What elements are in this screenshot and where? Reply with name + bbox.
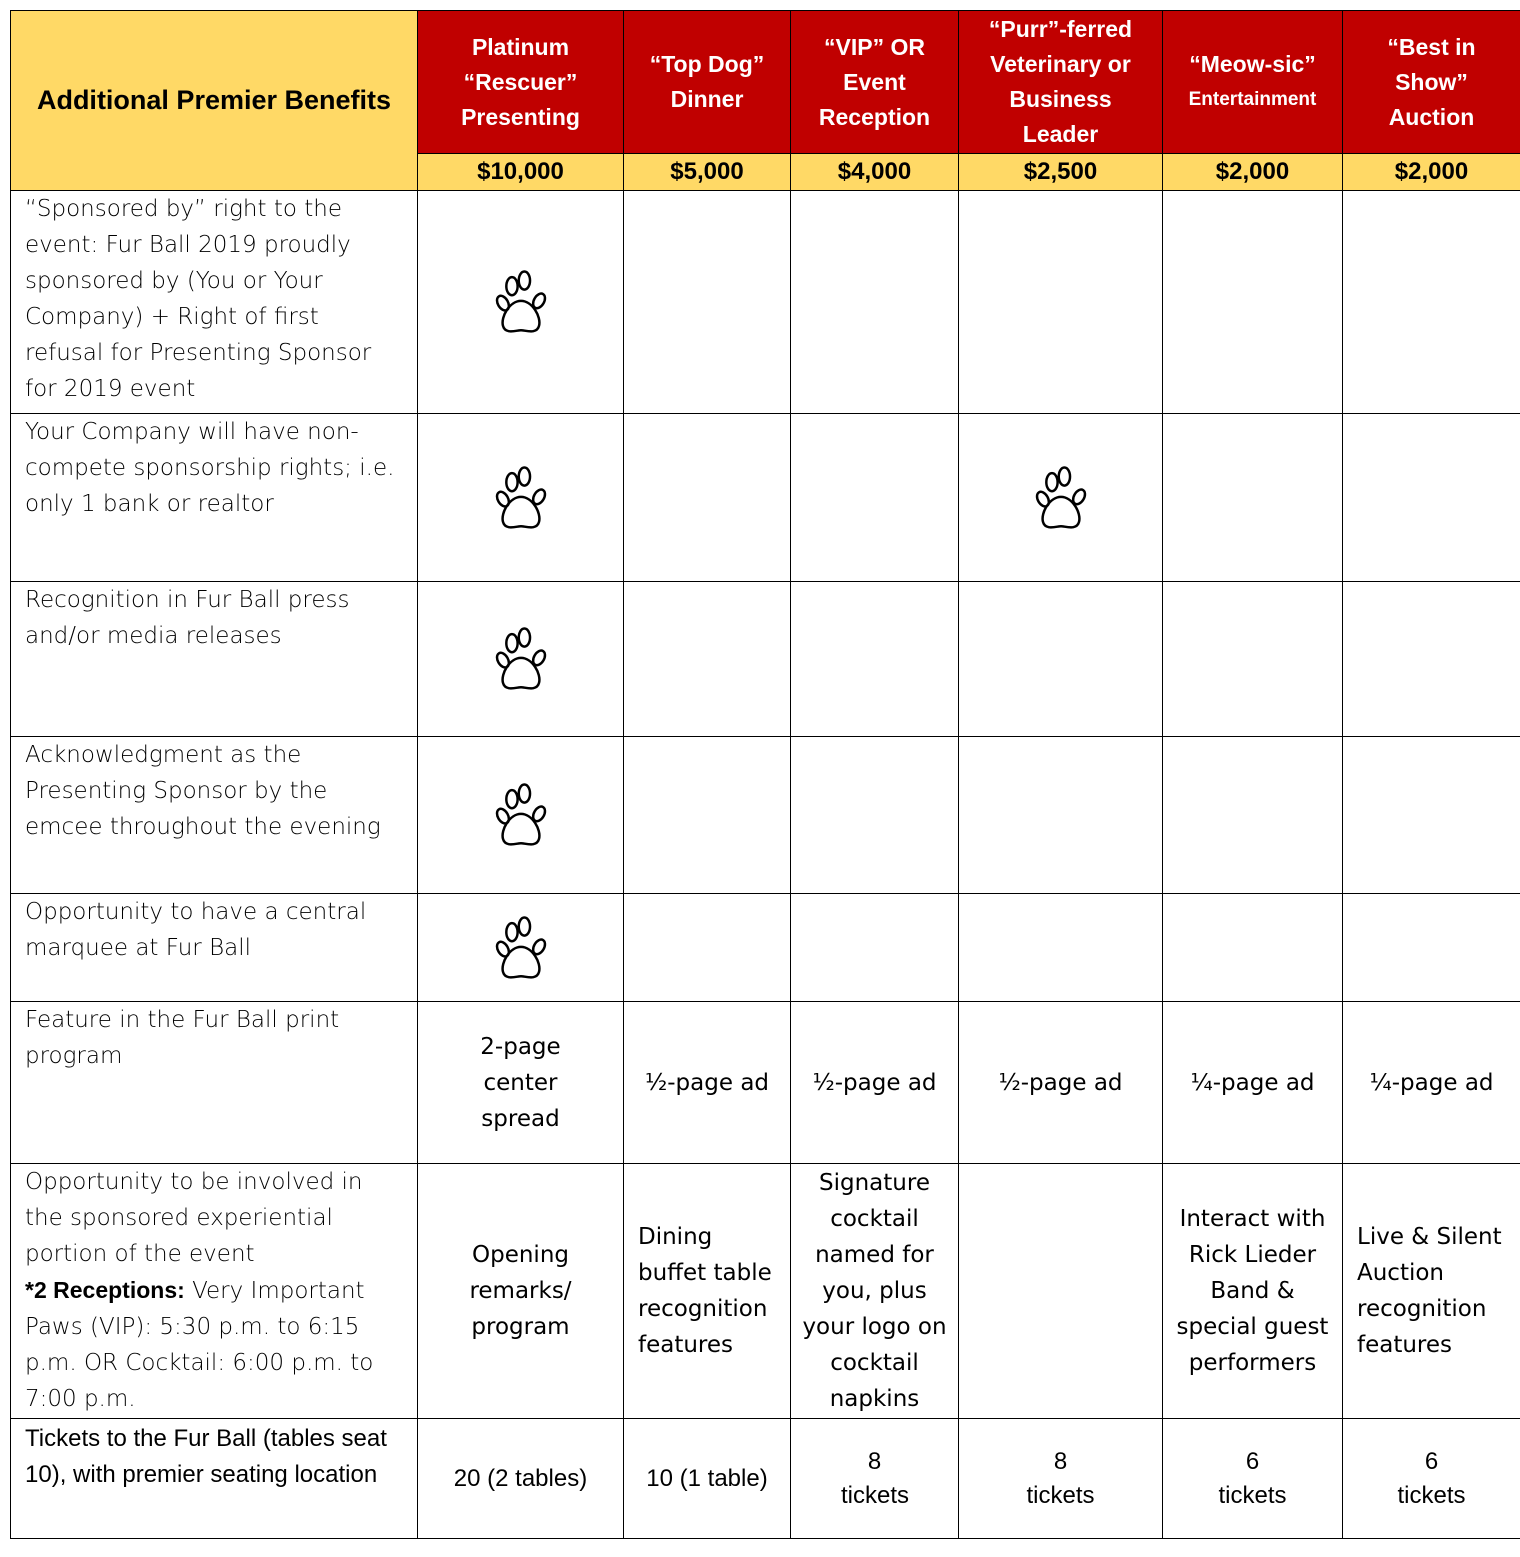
included-cell [418, 414, 624, 582]
program-ad-cell: ¼-page ad [1343, 1002, 1520, 1164]
empty-cell [624, 894, 791, 1002]
benefit-label: “Sponsored by” right to the event: Fur Ball 2019 proudly sponsored by (You or Your Company) + Right of first refusal for Presenting Sponsor for 2019 event [11, 191, 418, 414]
sponsorship-benefits-table [10, 10, 1520, 1539]
empty-cell [1343, 737, 1520, 894]
tier-price: $2,000 [1163, 154, 1343, 191]
paw-print-icon [486, 463, 556, 533]
empty-cell [959, 582, 1163, 737]
included-cell [418, 582, 624, 737]
empty-cell [624, 414, 791, 582]
empty-cell [791, 737, 959, 894]
tier-header-vip: “VIP” OR Event Reception [791, 11, 959, 154]
tier-price: $4,000 [791, 154, 959, 191]
benefit-label: Acknowledgment as the Presenting Sponsor by the emcee throughout the evening [11, 737, 418, 894]
tier-header-platinum: Platinum “Rescuer” Presenting [418, 11, 624, 154]
empty-cell [1163, 414, 1343, 582]
empty-cell [1343, 191, 1520, 414]
paw-print-icon [486, 267, 556, 337]
ticket-cell: 6 tickets [1343, 1419, 1520, 1539]
paw-print-icon [1026, 463, 1096, 533]
experience-cell: Interact with Rick Lieder Band & special guest performers [1163, 1164, 1343, 1419]
empty-cell [959, 191, 1163, 414]
ticket-cell: 6 tickets [1163, 1419, 1343, 1539]
receptions-label: *2 Receptions: [25, 1277, 185, 1303]
paw-print-icon [486, 624, 556, 694]
empty-cell [959, 737, 1163, 894]
included-cell [959, 414, 1163, 582]
empty-cell [1163, 894, 1343, 1002]
ticket-cell: 10 (1 table) [624, 1419, 791, 1539]
empty-cell [791, 582, 959, 737]
tier-price: $10,000 [418, 154, 624, 191]
empty-cell [1163, 737, 1343, 894]
empty-cell [624, 582, 791, 737]
benefit-label: Recognition in Fur Ball press and/or media releases [11, 582, 418, 737]
empty-cell [791, 414, 959, 582]
benefit-label: Your Company will have non-compete sponsorship rights; i.e. only 1 bank or realtor [11, 414, 418, 582]
benefit-label: Opportunity to have a central marquee at Fur Ball [11, 894, 418, 1002]
empty-cell [1163, 191, 1343, 414]
ticket-cell: 8 tickets [791, 1419, 959, 1539]
empty-cell [624, 191, 791, 414]
included-cell [418, 191, 624, 414]
benefit-label: Opportunity to be involved in the sponsored experiential portion of the event *2 Receptions: Very Important Paws (VIP): 5:30 p.m. to 6:15 p.m. OR Cocktail: 6:00 p.m. to 7:00 p.m. [11, 1164, 418, 1419]
table-title: Additional Premier Benefits [11, 11, 418, 191]
tier-price: $5,000 [624, 154, 791, 191]
tier-price: $2,500 [959, 154, 1163, 191]
empty-cell [959, 894, 1163, 1002]
experience-cell: Dining buffet table recognition features [624, 1164, 791, 1419]
empty-cell [1163, 582, 1343, 737]
program-ad-cell: ½-page ad [624, 1002, 791, 1164]
experience-cell: Signature cocktail named for you, plus your logo on cocktail napkins [791, 1164, 959, 1419]
paw-print-icon [486, 913, 556, 983]
tier-header-purr-ferred: “Purr”-ferred Veterinary or Business Leader [959, 11, 1163, 154]
tier-header-top-dog: “Top Dog” Dinner [624, 11, 791, 154]
empty-cell [1343, 894, 1520, 1002]
tier-header-meow-sic: “Meow-sic” Entertainment [1163, 11, 1343, 154]
tier-price: $2,000 [1343, 154, 1520, 191]
empty-cell [1343, 414, 1520, 582]
included-cell [418, 737, 624, 894]
experience-cell: Opening remarks/ program [418, 1164, 624, 1419]
empty-cell [791, 191, 959, 414]
empty-cell [624, 737, 791, 894]
benefit-label: Feature in the Fur Ball print program [11, 1002, 418, 1164]
tier-header-best-in-show: “Best in Show” Auction [1343, 11, 1520, 154]
empty-cell [1343, 582, 1520, 737]
empty-cell [959, 1164, 1163, 1419]
empty-cell [791, 894, 959, 1002]
program-ad-cell: ½-page ad [791, 1002, 959, 1164]
paw-print-icon [486, 780, 556, 850]
benefit-label: Tickets to the Fur Ball (tables seat 10), with premier seating location [11, 1419, 418, 1539]
included-cell [418, 894, 624, 1002]
ticket-cell: 20 (2 tables) [418, 1419, 624, 1539]
experience-cell: Live & Silent Auction recognition features [1343, 1164, 1520, 1419]
program-ad-cell: 2-page center spread [418, 1002, 624, 1164]
program-ad-cell: ½-page ad [959, 1002, 1163, 1164]
ticket-cell: 8 tickets [959, 1419, 1163, 1539]
program-ad-cell: ¼-page ad [1163, 1002, 1343, 1164]
